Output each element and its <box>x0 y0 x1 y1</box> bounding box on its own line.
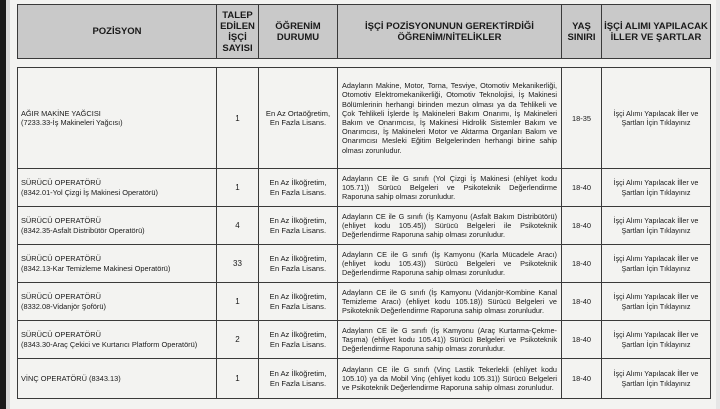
table-row <box>18 321 711 359</box>
education-min: En Az Ortaöğretim, <box>265 108 331 118</box>
table-row <box>18 207 711 245</box>
education-max: En Fazla Lisans. <box>269 378 327 388</box>
qualification-cell: Adayların CE ile G sınıfı (Vinç Lastik Tekerlekli (ehliyet kodu 105.10) ya da Mobil Vinç (ehliyet kodu 105.31)) Sürücü Belgeleri ve Psikoteknik Değerlendirme Raporuna sahip olması zorunludur. <box>338 359 562 399</box>
count-cell: 1 <box>217 68 259 169</box>
education-max: En Fazla Lisans. <box>269 225 327 235</box>
position-code: (8343.30-Araç Çekici ve Kurtarıcı Platform Operatörü) <box>21 339 198 349</box>
age-cell: 18-40 <box>562 207 602 245</box>
locations-link-line1[interactable]: İşçi Alımı Yapılacak İller ve <box>613 108 699 118</box>
table-row <box>18 68 711 169</box>
locations-link-line2[interactable]: Şartları İçin Tıklayınız <box>621 339 691 349</box>
qualification-cell: Adayların CE ile G sınıfı (İş Kamyonu (Vidanjör-Kombine Kanal Temizleme Aracı) (ehliyet kodu 105.18)) Sürücü Belgeleri ve Psikoteknik Değerlendirme Raporuna sahip olması zorunludur. <box>338 283 562 321</box>
header-spacer <box>18 59 711 68</box>
education-cell <box>259 245 338 283</box>
count-cell: 4 <box>217 207 259 245</box>
count-cell: 1 <box>217 169 259 207</box>
age-cell: 18-40 <box>562 169 602 207</box>
qualification-cell: Adayların CE ile G sınıfı (İş Kamyonu (Karla Mücadele Aracı) (ehliyet kodu 105.43)) Sürücü Belgeleri ve Psikoteknik Değerlendirme Raporuna sahip olması zorunludur. <box>338 245 562 283</box>
education-min: En Az İlköğretim, <box>269 254 327 263</box>
header-position: POZİSYON <box>18 5 217 59</box>
locations-link-line2[interactable]: Şartları İçin Tıklayınız <box>621 118 691 127</box>
position-cell <box>18 169 217 207</box>
header-qualifications: İŞÇİ POZİSYONUNUN GEREKTİRDİĞİ ÖĞRENİM/NİTELİKLER <box>338 5 562 59</box>
locations-link[interactable] <box>602 207 711 245</box>
position-code: (7233.33-İş Makineleri Yağcısı) <box>21 118 123 127</box>
locations-link-line1[interactable]: İşçi Alımı Yapılacak İller ve <box>613 292 699 301</box>
position-title: SÜRÜCÜ OPERATÖRÜ <box>21 178 101 187</box>
education-cell <box>259 68 338 169</box>
education-cell <box>259 359 338 399</box>
age-cell: 18-40 <box>562 283 602 321</box>
education-cell <box>259 169 338 207</box>
document-sheet <box>10 0 716 409</box>
education-cell <box>259 321 338 359</box>
education-min: En Az İlköğretim, <box>269 216 327 225</box>
table-header-row <box>18 5 711 59</box>
locations-link[interactable] <box>602 321 711 359</box>
header-age: YAŞ SINIRI <box>562 5 602 59</box>
locations-link-line1[interactable]: İşçi Alımı Yapılacak İller ve <box>613 178 699 187</box>
locations-link-line1[interactable]: İşçi Alımı Yapılacak İller ve <box>613 216 699 225</box>
header-education: ÖĞRENİM DURUMU <box>259 5 338 59</box>
table-row <box>18 245 711 283</box>
education-min: En Az İlköğretim, <box>269 292 327 301</box>
education-max: En Fazla Lisans. <box>269 263 327 273</box>
position-title: AĞIR MAKİNE YAĞCISI <box>21 108 101 118</box>
position-code: (8342.35-Asfalt Distribütör Operatörü) <box>21 225 145 235</box>
table-row <box>18 359 711 399</box>
education-min: En Az İlköğretim, <box>269 369 327 378</box>
left-shadow-edge <box>0 0 6 409</box>
position-cell <box>18 321 217 359</box>
education-min: En Az İlköğretim, <box>269 178 327 187</box>
table-row <box>18 283 711 321</box>
education-max: En Fazla Lisans. <box>269 118 327 127</box>
position-title: SÜRÜCÜ OPERATÖRÜ <box>21 254 101 263</box>
age-cell: 18-40 <box>562 359 602 399</box>
position-cell <box>18 359 217 399</box>
job-listing-table <box>17 4 711 399</box>
position-title: SÜRÜCÜ OPERATÖRÜ <box>21 292 101 301</box>
locations-link-line2[interactable]: Şartları İçin Tıklayınız <box>621 225 691 235</box>
count-cell: 33 <box>217 245 259 283</box>
education-cell <box>259 207 338 245</box>
education-max: En Fazla Lisans. <box>269 187 327 197</box>
qualification-cell: Adayların CE ile G sınıfı (Yol Çizgi İş Makinesi (ehliyet kodu 105.71)) Sürücü Belgeleri ve Psikoteknik Değerlendirme Raporuna sahip olması zorunludur. <box>338 169 562 207</box>
right-edge <box>716 0 720 409</box>
age-cell: 18-40 <box>562 321 602 359</box>
position-title: SÜRÜCÜ OPERATÖRÜ <box>21 216 101 225</box>
locations-link-line2[interactable]: Şartları İçin Tıklayınız <box>621 263 691 273</box>
locations-link[interactable] <box>602 359 711 399</box>
position-cell <box>18 283 217 321</box>
position-cell <box>18 245 217 283</box>
locations-link-line1[interactable]: İşçi Alımı Yapılacak İller ve <box>613 254 699 263</box>
position-code: (8332.08-Vidanjör Şoförü) <box>21 301 106 311</box>
education-cell <box>259 283 338 321</box>
position-code: (8342.01-Yol Çizgi İş Makinesi Operatörü) <box>21 187 158 197</box>
education-min: En Az İlköğretim, <box>269 330 327 339</box>
qualification-cell: Adayların Makine, Motor, Torna, Tesviye, Otomotiv Mekanikerliği, Otomotiv Elektromekanikerliği, Otomotiv Teknolojisi, İş Makinesi Bölümlerinin herhangi birinden mezun olması ya da Tehlikeli ve Çok Tehlikeli İşlerde İş Makineleri Bakım Onarımı, İş Makineleri Bakım ve Onarımcısı, İş Makinesi Hidrolik Sistemler Bakım ve Onarımcısı, İş Makineleri Motor ve Aktarma Organları Bakım ve Onarımcısı Mesleki Eğitim Belgelerinden herhangi birine sahip olması zorunludur. <box>338 68 562 169</box>
locations-link-line2[interactable]: Şartları İçin Tıklayınız <box>621 378 691 388</box>
locations-link-line1[interactable]: İşçi Alımı Yapılacak İller ve <box>613 330 699 339</box>
locations-link[interactable] <box>602 169 711 207</box>
position-code: (8342.13-Kar Temizleme Makinesi Operatörü) <box>21 263 171 273</box>
count-cell: 1 <box>217 359 259 399</box>
locations-link[interactable] <box>602 245 711 283</box>
position-cell <box>18 207 217 245</box>
locations-link-line1[interactable]: İşçi Alımı Yapılacak İller ve <box>613 369 699 378</box>
position-cell <box>18 68 217 169</box>
education-max: En Fazla Lisans. <box>269 339 327 349</box>
age-cell: 18-40 <box>562 245 602 283</box>
qualification-cell: Adayların CE ile G sınıfı (İş Kamyonu (Asfalt Bakım Distribütörü) (ehliyet kodu 105.45)) Sürücü Belgeleri ile Psikoteknik Değerlendirme Raporuna sahip olması zorunludur. <box>338 207 562 245</box>
table-row <box>18 169 711 207</box>
header-locations: İŞÇİ ALIMI YAPILACAK İLLER VE ŞARTLAR <box>602 5 711 59</box>
position-title: VİNÇ OPERATÖRÜ (8343.13) <box>21 373 121 383</box>
age-cell: 18-35 <box>562 68 602 169</box>
locations-link[interactable] <box>602 283 711 321</box>
locations-link-line2[interactable]: Şartları İçin Tıklayınız <box>621 187 691 197</box>
count-cell: 2 <box>217 321 259 359</box>
count-cell: 1 <box>217 283 259 321</box>
education-max: En Fazla Lisans. <box>269 301 327 311</box>
locations-link-line2[interactable]: Şartları İçin Tıklayınız <box>621 301 691 311</box>
position-title: SÜRÜCÜ OPERATÖRÜ <box>21 330 101 339</box>
header-count: TALEP EDİLEN İŞÇİ SAYISI <box>217 5 259 59</box>
qualification-cell: Adayların CE ile G sınıfı (İş Kamyonu (Araç Kurtarma-Çekme-Taşıma) (ehliyet kodu 105.41)) Sürücü Belgeleri ve Psikoteknik Değerlendirme Raporuna sahip olması zorunludur. <box>338 321 562 359</box>
locations-link[interactable] <box>602 68 711 169</box>
